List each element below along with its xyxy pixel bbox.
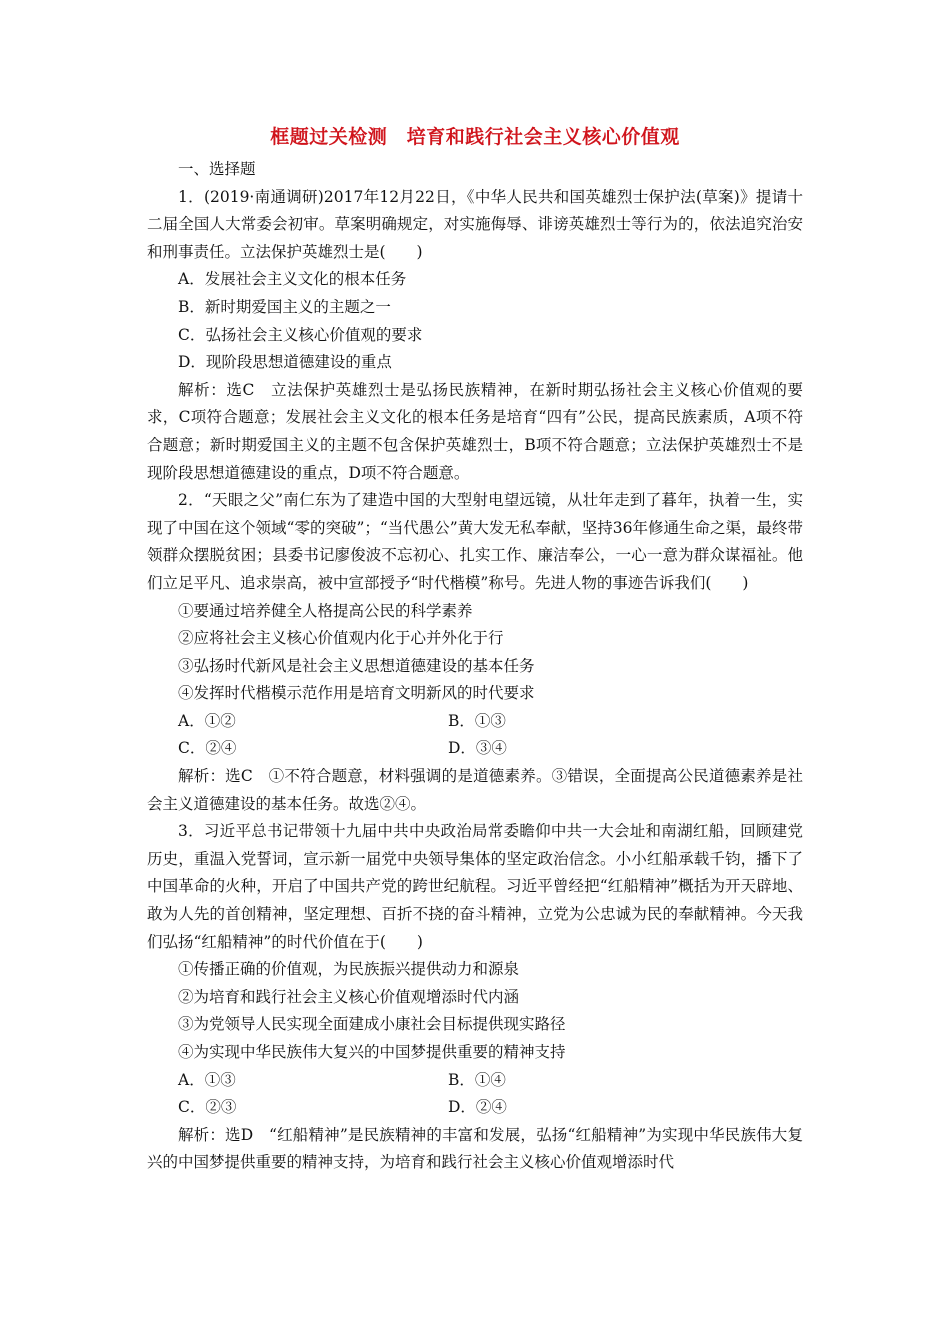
question-2	[147, 487, 803, 818]
question-1	[147, 184, 803, 488]
option-a: A．发展社会主义文化的根本任务	[178, 270, 407, 289]
choice-c: C．②④	[178, 739, 237, 758]
choice-b: B．①④	[448, 1070, 506, 1089]
choice-row	[147, 708, 803, 736]
statement-4: ④发挥时代楷模示范作用是培育文明新风的时代要求	[178, 684, 535, 703]
choice-row	[147, 735, 803, 763]
section-heading: 一、选择题	[178, 160, 256, 178]
analysis: 解析：选C 立法保护英雄烈士是弘扬民族精神，在新时期弘扬社会主义核心价值观的要求，C项符合题意；发展社会主义文化的根本任务是培育“四有”公民，提高民族素质，A项不符合题意；新时期爱国主义的主题不包含保护英雄烈士，B项不符合题意；立法保护英雄烈士不是现阶段思想道德建设的重点，D项不符合题意。	[147, 380, 803, 482]
question-3	[147, 818, 803, 1177]
statement-4: ④为实现中华民族伟大复兴的中国梦提供重要的精神支持	[178, 1043, 566, 1061]
choice-d: D．②④	[448, 1098, 507, 1117]
question-stem: 2．“天眼之父”南仁东为了建造中国的大型射电望远镜，从壮年走到了暮年，执着一生，实现了中国在这个领域“零的突破”；“当代愚公”黄大发无私奉献，坚持36年修通生命之渠，最终带领群众摆脱贫困；县委书记廖俊波不忘初心、扎实工作、廉洁奉公，一心一意为群众谋福祉。他们立足平凡、追求崇高，被中宣部授予“时代楷模”称号。先进人物的事迹告诉我们( )	[147, 491, 803, 592]
question-stem: 1．(2019·南通调研)2017年12月22日，《中华人民共和国英雄烈士保护法(草案)》提请十二届全国人大常委会初审。草案明确规定，对实施侮辱、诽谤英雄烈士等行为的，依法追究治安和刑事责任。立法保护英雄烈士是( )	[147, 187, 803, 261]
choice-b: B．①③	[448, 711, 506, 730]
statement-3: ③为党领导人民实现全面建成小康社会目标提供现实路径	[178, 1015, 566, 1034]
choice-a: A．①②	[178, 711, 236, 730]
analysis: 解析：选D “红船精神”是民族精神的丰富和发展，弘扬“红船精神”为实现中华民族伟大复兴的中国梦提供重要的精神支持，为培育和践行社会主义核心价值观增添时代	[147, 1125, 803, 1172]
choice-c: C．②③	[178, 1098, 237, 1117]
statement-2: ②为培育和践行社会主义核心价值观增添时代内涵	[178, 987, 520, 1006]
document-page	[147, 118, 803, 1177]
choice-d: D．③④	[448, 739, 507, 758]
choice-row	[147, 1094, 803, 1122]
statement-2: ②应将社会主义核心价值观内化于心并外化于行	[178, 629, 504, 648]
analysis: 解析：选C ①不符合题意，材料强调的是道德素养。③错误，全面提高公民道德素养是社会主义道德建设的基本任务。故选②④。	[147, 767, 803, 813]
statement-3: ③弘扬时代新风是社会主义思想道德建设的基本任务	[178, 656, 535, 675]
option-d: D．现阶段思想道德建设的重点	[178, 353, 392, 372]
document-title: 框题过关检测 培育和践行社会主义核心价值观	[270, 126, 680, 148]
choice-row	[147, 1067, 803, 1095]
option-c: C．弘扬社会主义核心价值观的要求	[178, 325, 423, 344]
choice-a: A．①③	[178, 1070, 236, 1089]
statement-1: ①要通过培养健全人格提高公民的科学素养	[178, 601, 473, 620]
option-b: B．新时期爱国主义的主题之一	[178, 297, 391, 316]
statement-1: ①传播正确的价值观，为民族振兴提供动力和源泉	[178, 960, 520, 979]
question-stem: 3．习近平总书记带领十九届中共中央政治局常委瞻仰中共一大会址和南湖红船，回顾建党历史，重温入党誓词，宣示新一届党中央领导集体的坚定政治信念。小小红船承载千钧，播下了中国革命的火种，开启了中国共产党的跨世纪航程。习近平曾经把“红船精神”概括为开天辟地、敢为人先的首创精神，坚定理想、百折不挠的奋斗精神，立党为公忠诚为民的奉献精神。今天我们弘扬“红船精神”的时代价值在于( )	[147, 822, 803, 951]
